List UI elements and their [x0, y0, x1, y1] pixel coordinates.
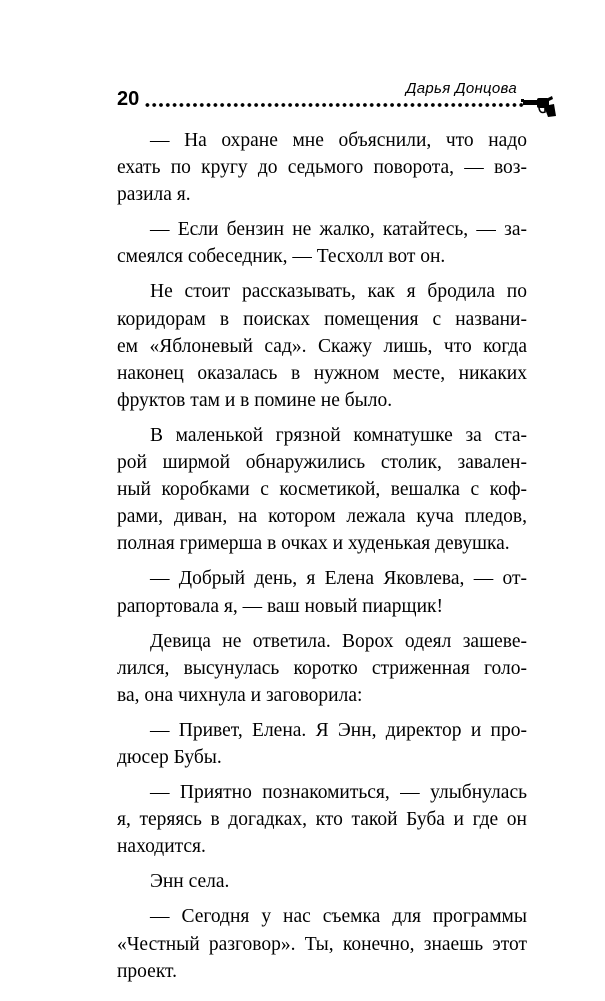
- text-line: разила я.: [117, 184, 191, 206]
- text-line: — Привет, Елена. Я Энн, директор и про-: [150, 719, 527, 741]
- paragraph: [117, 565, 527, 619]
- text-line: находится.: [117, 836, 206, 858]
- text-line: ва, она чихнула и заговорила:: [117, 684, 363, 706]
- text-line: дюсер Бубы.: [117, 746, 222, 768]
- text-line: В маленькой грязной комнатушке за ста-: [150, 424, 527, 446]
- text-line: полная гримерша в очках и худенькая девушка.: [117, 533, 510, 555]
- text-line: ехать по кругу до седьмого поворота, — воз-: [117, 157, 527, 179]
- dotted-leader: [144, 102, 526, 108]
- text-line: наконец оказалась в нужном месте, никаких: [117, 362, 527, 384]
- text-line: я, теряясь в догадках, кто такой Буба и где он: [117, 809, 527, 831]
- text-line: фруктов там и в помине не было.: [117, 389, 393, 411]
- text-line: — Добрый день, я Елена Яковлева, — от-: [150, 568, 527, 590]
- text-line: лился, высунулась коротко стриженная голо-: [117, 657, 527, 679]
- page-number: 20: [117, 88, 140, 110]
- paragraph: [117, 278, 527, 413]
- text-line: рами, диван, на котором лежала куча пледов,: [117, 506, 527, 528]
- paragraph: [117, 127, 527, 208]
- paragraph: [117, 628, 527, 709]
- text-line: рапортовала я, — ваш новый пиарщик!: [117, 595, 443, 617]
- text-line: «Честный разговор». Ты, конечно, знаешь этот: [117, 933, 527, 955]
- paragraph: [117, 779, 527, 860]
- text-line: — Сегодня у нас съемка для программы: [150, 906, 527, 928]
- running-header: [117, 80, 557, 120]
- text-line: — На охране мне объяснили, что надо: [150, 130, 527, 151]
- text-line: проект.: [117, 960, 177, 982]
- revolver-icon: [521, 96, 557, 118]
- paragraph: [117, 868, 527, 895]
- author-name: Дарья Донцова: [405, 80, 517, 97]
- paragraph: [117, 717, 527, 771]
- text-line: коридорам в поисках помещения с названи-: [117, 308, 527, 330]
- paragraph: [117, 422, 527, 557]
- text-line: смеялся собеседник, — Тесхолл вот он.: [117, 246, 446, 268]
- text-line: Девица не ответила. Ворох одеял зашеве-: [150, 630, 527, 652]
- paragraph: [117, 903, 527, 984]
- paragraph: [117, 216, 527, 270]
- text-line: — Если бензин не жалко, катайтесь, — за-: [150, 219, 527, 241]
- body-text: [117, 127, 527, 985]
- text-line: ем «Яблоневый сад». Скажу лишь, что когда: [117, 335, 527, 357]
- text-line: Энн села.: [150, 871, 230, 893]
- text-line: — Приятно познакомиться, — улыбнулась: [150, 782, 527, 804]
- text-line: рой ширмой обнаружились столик, завален-: [117, 452, 527, 474]
- text-line: Не стоит рассказывать, как я бродила по: [150, 281, 527, 303]
- text-line: ный коробками с косметикой, вешалка с коф-: [117, 479, 527, 501]
